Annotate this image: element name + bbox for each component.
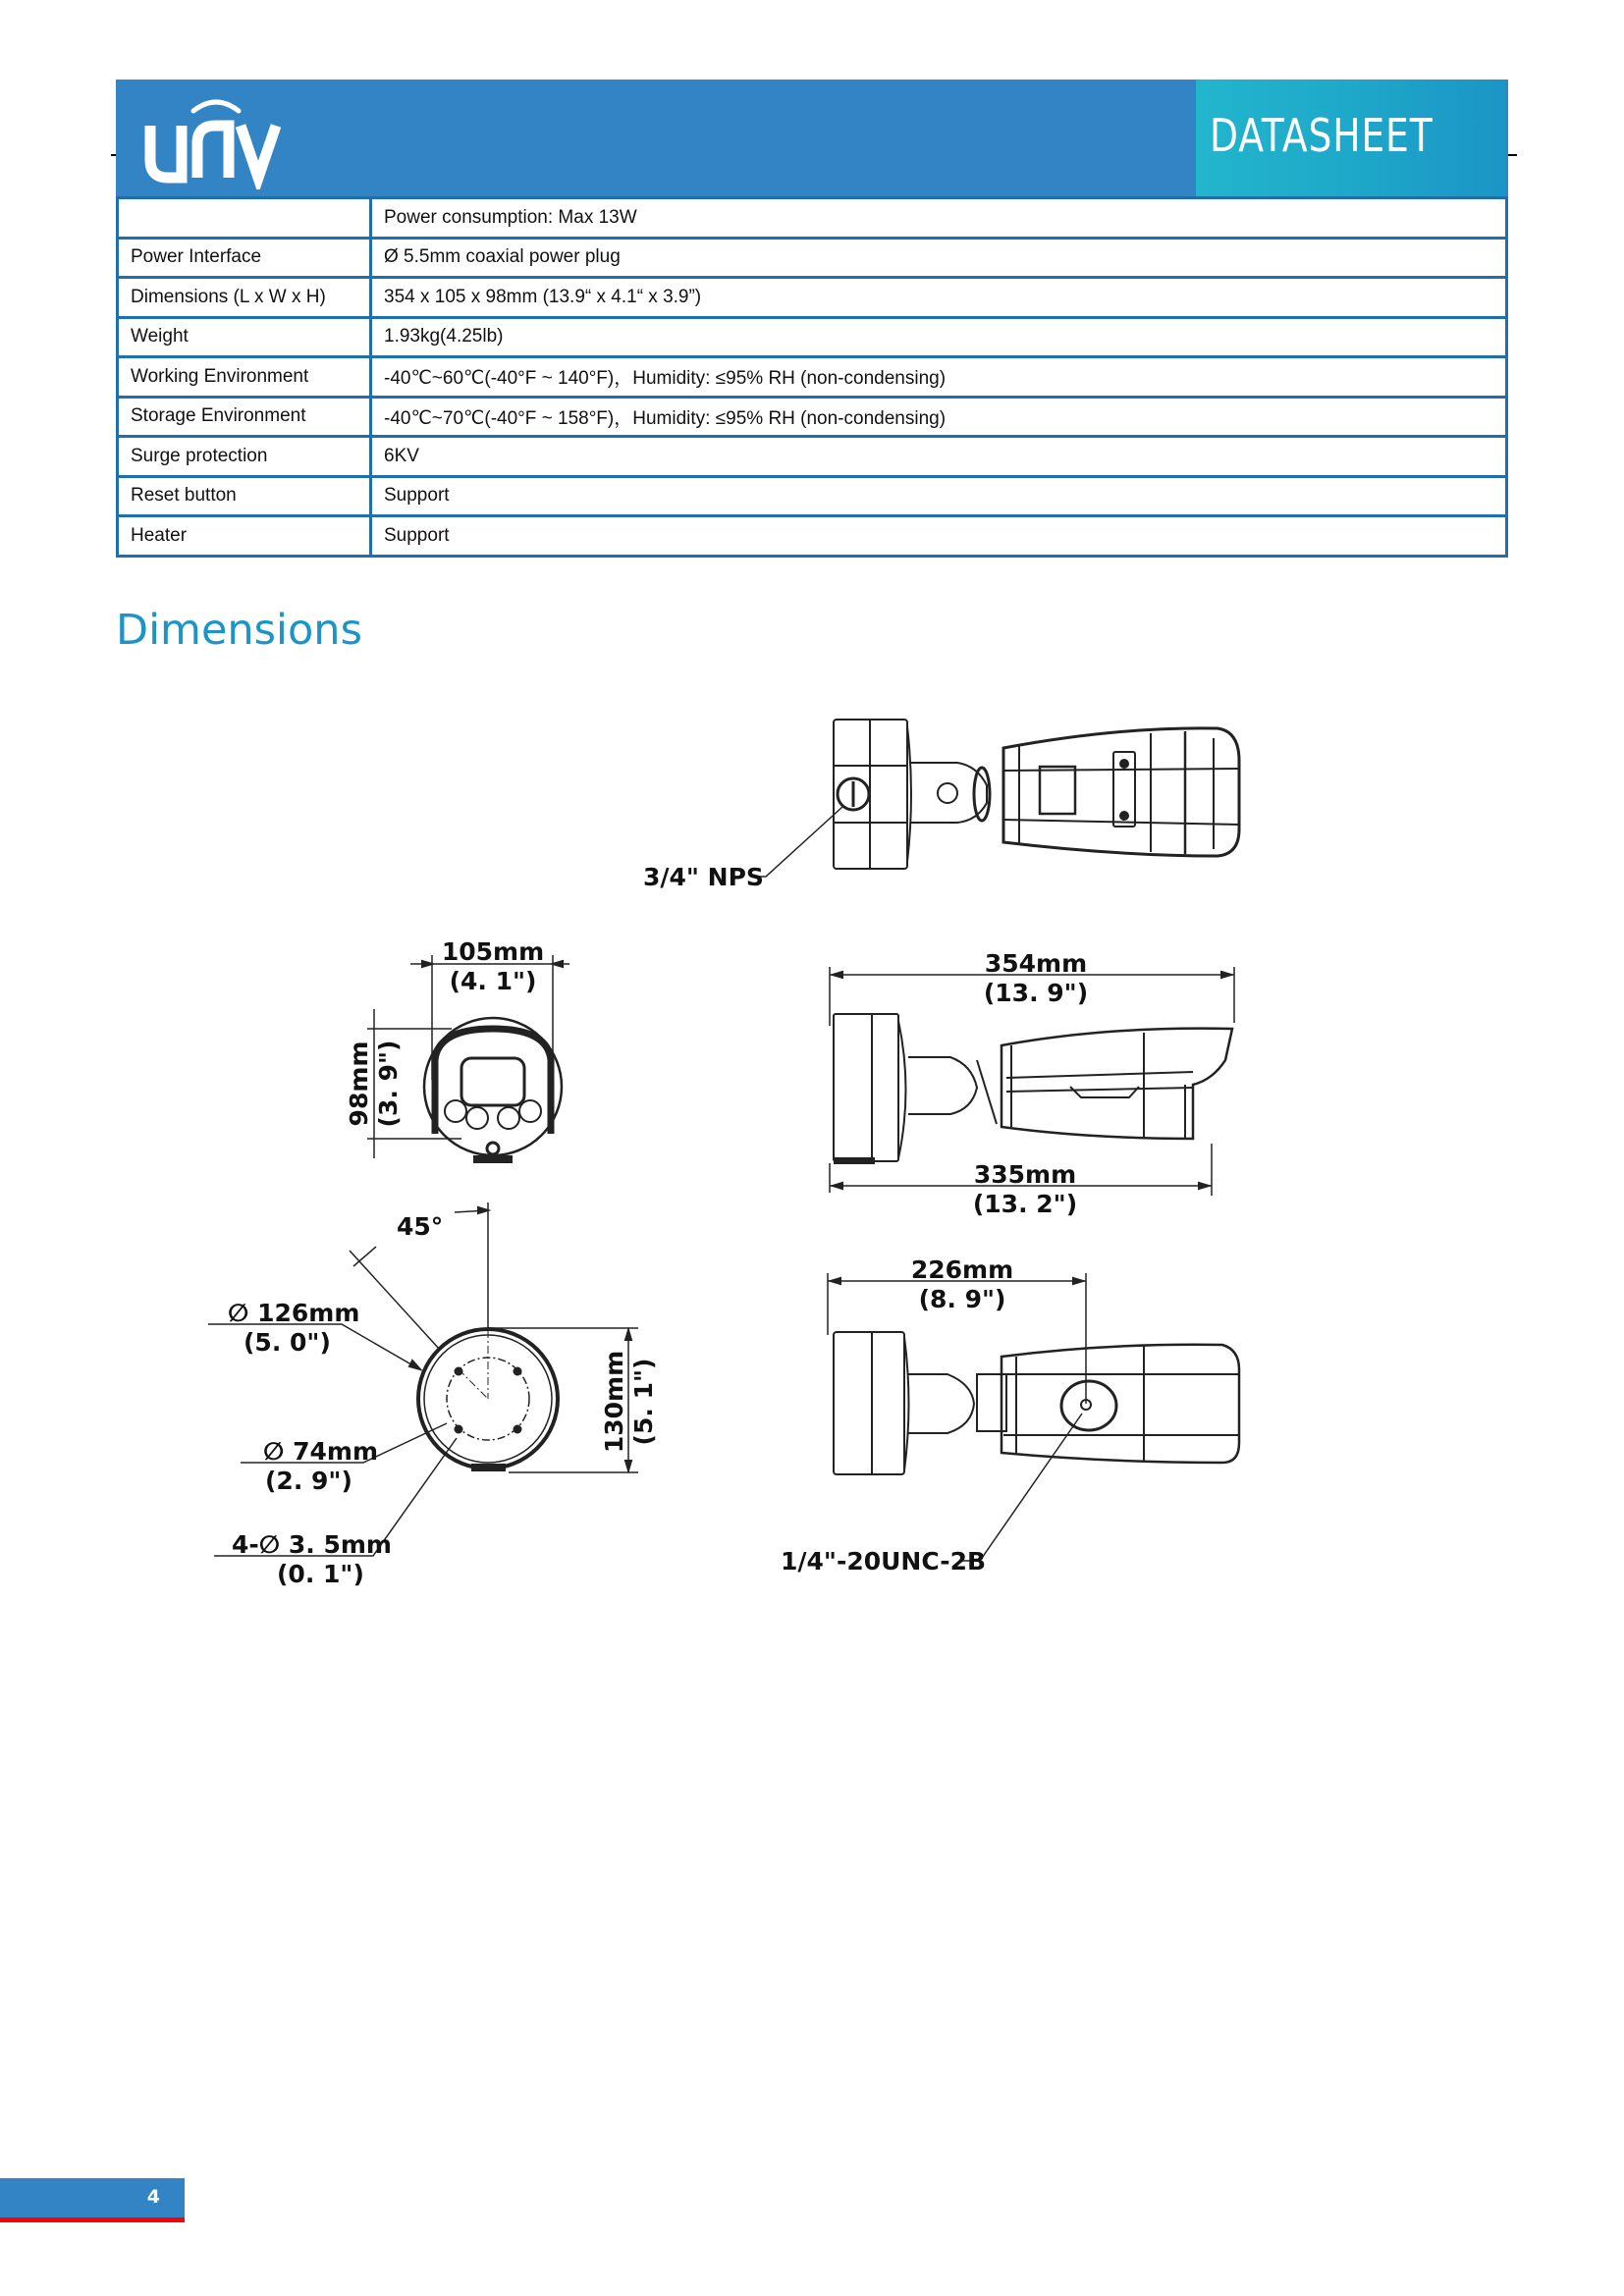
label-side-body-mm: 335mm	[973, 1160, 1077, 1189]
base-view-drawing	[208, 1202, 638, 1556]
label-front-height-in: (3. 9")	[374, 1040, 403, 1128]
label-base-outer-in: (5. 0")	[244, 1328, 331, 1357]
label-bottom-thread: 1/4"-20UNC-2B	[781, 1547, 987, 1575]
spec-row	[118, 476, 1507, 516]
spec-row	[118, 397, 1507, 437]
spec-label: Power Interface	[118, 238, 371, 278]
spec-value: -40℃~70℃(-40°F ~ 158°F)，Humidity: ≤95% RH (non-condensing)	[371, 397, 1507, 437]
spec-table	[116, 196, 1508, 558]
footer-stripe	[0, 2217, 185, 2222]
spec-row	[118, 357, 1507, 398]
spec-row	[118, 198, 1507, 239]
spec-label: Weight	[118, 317, 371, 357]
section-title-dimensions: Dimensions	[116, 606, 362, 655]
spec-value: 6KV	[371, 437, 1507, 477]
label-base-height-mm: 130mm	[600, 1350, 628, 1454]
spec-row	[118, 317, 1507, 357]
side-view-body	[1001, 1029, 1232, 1139]
label-base-holes-in: (0. 1")	[277, 1560, 364, 1588]
spec-label: Reset button	[118, 476, 371, 516]
label-base-angle: 45°	[397, 1212, 444, 1241]
header-bar	[116, 80, 1508, 196]
label-front-width-mm: 105mm	[441, 937, 545, 966]
datasheet-badge	[1196, 80, 1505, 196]
spec-label: Heater	[118, 516, 371, 557]
label-front-width-in: (4. 1")	[449, 967, 537, 995]
spec-value: Support	[371, 516, 1507, 557]
bottom-view-body	[1001, 1345, 1239, 1463]
label-side-overall-in: (13. 9")	[983, 979, 1089, 1007]
label-side-overall-mm: 354mm	[984, 949, 1088, 978]
spec-row	[118, 278, 1507, 318]
front-view-visor	[435, 1029, 551, 1134]
label-base-pcd-mm: ∅ 74mm	[263, 1437, 379, 1466]
label-bottom-mount-in: (8. 9")	[918, 1285, 1006, 1313]
bottom-view-drawing	[828, 1273, 1239, 1561]
spec-row	[118, 238, 1507, 278]
top-view-drawing	[756, 720, 1239, 877]
label-bottom-mount-mm: 226mm	[910, 1255, 1014, 1284]
spec-value: -40℃~60℃(-40°F ~ 140°F)，Humidity: ≤95% RH (non-condensing)	[371, 357, 1507, 398]
spec-value: 354 x 105 x 98mm (13.9“ x 4.1“ x 3.9”)	[371, 278, 1507, 318]
label-side-body-in: (13. 2")	[972, 1190, 1078, 1218]
spec-row	[118, 437, 1507, 477]
spec-value: Support	[371, 476, 1507, 516]
unv-logo	[142, 91, 290, 189]
footer-bar	[0, 2178, 185, 2217]
label-front-height-mm: 98mm	[345, 1041, 373, 1127]
spec-label: Storage Environment	[118, 397, 371, 437]
datasheet-label: DATASHEET	[1210, 109, 1434, 162]
page-number: 4	[146, 2186, 160, 2208]
spec-label: Working Environment	[118, 357, 371, 398]
label-base-holes-mm: 4-∅ 3. 5mm	[232, 1530, 392, 1559]
label-base-pcd-in: (2. 9")	[265, 1467, 352, 1495]
bottom-view-base	[834, 1332, 904, 1474]
spec-label: Dimensions (L x W x H)	[118, 278, 371, 318]
dimension-drawings	[0, 677, 1624, 1620]
spec-label	[118, 198, 371, 239]
spec-label: Surge protection	[118, 437, 371, 477]
spec-value: 1.93kg(4.25lb)	[371, 317, 1507, 357]
spec-value: Power consumption: Max 13W	[371, 198, 1507, 239]
spec-value: Ø 5.5mm coaxial power plug	[371, 238, 1507, 278]
spec-row	[118, 516, 1507, 557]
side-view-base	[834, 1014, 898, 1161]
tripod-mount	[1061, 1381, 1116, 1430]
label-base-height-in: (5. 1")	[629, 1358, 658, 1446]
label-base-outer-mm: ∅ 126mm	[228, 1299, 360, 1327]
label-top-thread: 3/4" NPS	[643, 863, 764, 891]
